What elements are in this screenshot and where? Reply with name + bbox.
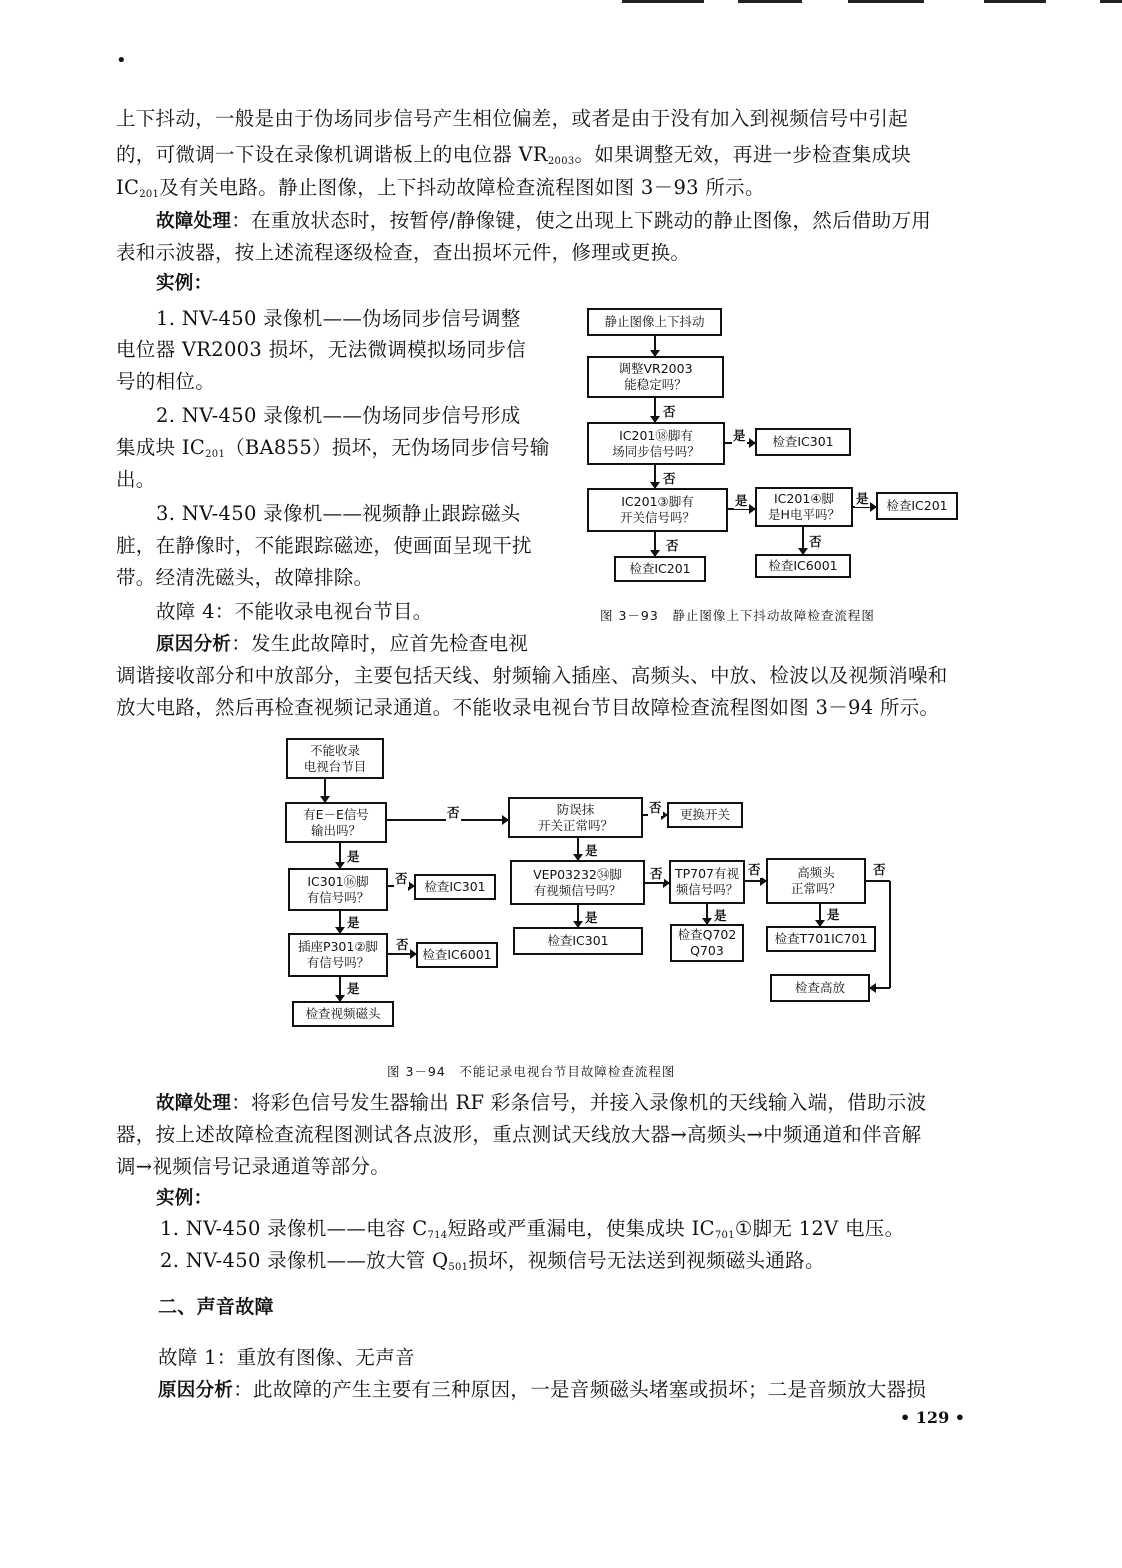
fig94-label-yes-ic301: 是: [347, 915, 360, 930]
example1-line3: 号的相位。: [116, 370, 216, 393]
fig93-check-ic201-bottom-box: 检查IC201: [614, 556, 706, 582]
example2-line3: 出。: [116, 468, 156, 491]
fig94-erase-switch-box: 防误抹 开关正常吗？: [508, 797, 643, 838]
fig93-label-no-2: 否: [663, 471, 676, 486]
example-heading-1: 实例：: [156, 273, 213, 294]
fig94-ic301-pin16-box: IC301⑯脚 有信号吗？: [288, 868, 388, 911]
fig94-check-video-head-box: 检查视频磁头: [292, 1001, 394, 1027]
example1-line2: 电位器 VR2003 损坏，无法微调模拟场同步信: [116, 338, 526, 361]
example2-line2: 集成块 $IC_{201}(BA855)$损坏，无伪场同步信号输: [116, 436, 550, 460]
fig94-label-no-erase: 否: [649, 800, 662, 815]
example4-line: 1. NV-450 录像机——电容 $C_{714}$短路或严重漏电，使集成块 $IC_{701}①$脚无 12V 电压。: [160, 1217, 905, 1241]
fault1-title: 故障 1：重放有图像、无声音: [158, 1346, 415, 1369]
section-heading-audio: 二、声音故障: [158, 1296, 274, 1318]
fig94-check-rf-amp-box: 检查高放: [770, 974, 870, 1002]
cause4-line2: 调谐接收部分和中放部分，主要包括天线、射频输入插座、高频头、中放、检波以及视频消噪和: [116, 664, 948, 687]
page-number: • 129 •: [900, 1408, 965, 1427]
cause4-line1: 原因分析：发生此故障时，应首先检查电视: [156, 632, 529, 655]
fig93-caption: 图 3－93 静止图像上下抖动故障检查流程图: [600, 608, 875, 623]
fig94-label-no-p301: 否: [396, 937, 409, 952]
para1-line3: $IC_{201}$及有关电路。静止图像，上下抖动故障检查流程图如图 3－93 所示。: [116, 176, 765, 200]
fig94-start-box: 不能收录 电视台节目: [286, 738, 384, 779]
fig94-check-t701-box: 检查T701IC701: [766, 926, 876, 952]
fig94-check-ic6001-box: 检查IC6001: [416, 942, 498, 968]
example2-line1: 2. NV-450 录像机——伪场同步信号形成: [156, 404, 521, 427]
fig93-label-yes-3: 是: [856, 491, 869, 506]
fig93-check-ic6001-box: 检查IC6001: [755, 554, 851, 578]
fig94-label-yes-tp: 是: [714, 908, 727, 923]
cause1-line1: 原因分析：此故障的产生主要有三种原因，一是音频磁头堵塞或损坏；二是音频放大器损: [158, 1378, 927, 1401]
fig93-check-ic201-right-box: 检查IC201: [876, 492, 958, 520]
example-heading-2: 实例：: [156, 1188, 213, 1209]
handle4-line1: 故障处理：将彩色信号发生器输出 RF 彩条信号，并接入录像机的天线输入端，借助示波: [156, 1091, 927, 1114]
fig93-ic201-pin3-box: IC201③脚有 开关信号吗？: [587, 488, 728, 532]
fig93-start-box: 静止图像上下抖动: [587, 308, 722, 336]
fig94-label-no-ic301: 否: [395, 871, 408, 886]
example1-line1: 1. NV-450 录像机——伪场同步信号调整: [156, 307, 521, 330]
para1-line1: 上下抖动，一般是由于伪场同步信号产生相位偏差，或者是由于没有加入到视频信号中引起: [116, 107, 909, 130]
fig93-label-yes-2: 是: [735, 493, 748, 508]
cause4-line3: 放大电路，然后再检查视频记录通道。不能收录电视台节目故障检查流程图如图 3－94 所示。: [116, 696, 940, 719]
fig94-label-yes-ee: 是: [347, 849, 360, 864]
example3-line2: 脏，在静像时，不能跟踪磁迹，使画面呈现干扰: [116, 534, 532, 557]
para1-line2: 的，可微调一下设在录像机调谐板上的电位器 $VR_{2003}$。如果调整无效，再进一步检查集成块: [116, 143, 912, 167]
fig94-label-yes-vep: 是: [585, 910, 598, 925]
bullet-mark: •: [116, 50, 127, 71]
fault4-title: 故障 4：不能收录电视台节目。: [156, 600, 433, 623]
fig94-caption: 图 3－94 不能记录电视台节目故障检查流程图: [387, 1064, 676, 1079]
fig93-label-no-3: 否: [666, 538, 679, 553]
fig94-ee-signal-box: 有E－E信号 输出吗？: [285, 802, 387, 843]
fig94-label-no-vep: 否: [650, 866, 663, 881]
fig93-adjust-vr-box: 调整VR2003 能稳定吗？: [587, 356, 724, 398]
fig93-label-yes-1: 是: [733, 428, 746, 443]
fig94-replace-switch-box: 更换开关: [667, 802, 743, 828]
fig93-label-no-1: 否: [663, 404, 676, 419]
fig94-label-no-ee: 否: [447, 805, 460, 820]
fig93-ic201-pin18-box: IC201⑱脚有 场同步信号吗？: [587, 422, 725, 465]
fig93-label-no-4: 否: [809, 534, 822, 549]
fig94-socket-p301-box: 插座P301②脚 有信号吗？: [288, 933, 388, 977]
handle4-line2: 器，按上述故障检查流程图测试各点波形，重点测试天线放大器→高频头→中频通道和伴音解: [116, 1123, 922, 1146]
fig93-ic201-pin4-box: IC201④脚 是H电平吗？: [755, 487, 853, 527]
fig94-vep-pin34-box: VEP03232㉞脚 有视频信号吗？: [510, 860, 645, 905]
fig94-label-yes-tuner: 是: [827, 907, 840, 922]
fig94-tp707-box: TP707有视 频信号吗？: [669, 860, 745, 904]
fig94-label-yes-erase: 是: [585, 843, 598, 858]
fig94-label-yes-p301: 是: [347, 981, 360, 996]
fig94-label-no-tp: 否: [748, 862, 761, 877]
fig94-check-q702-box: 检查Q702 Q703: [670, 924, 744, 962]
fig94-label-no-tuner: 否: [873, 862, 886, 877]
example3-line1: 3. NV-450 录像机——视频静止跟踪磁头: [156, 502, 521, 525]
para2-line2: 表和示波器，按上述流程逐级检查，查出损坏元件，修理或更换。: [116, 241, 691, 264]
example3-line3: 带。经清洗磁头，故障排除。: [116, 566, 374, 589]
fig93-check-ic301-box: 检查IC301: [755, 428, 851, 456]
fig94-check-ic301-bottom-box: 检查IC301: [513, 927, 643, 955]
para2-line1: 故障处理：在重放状态时，按暂停/静像键，使之出现上下跳动的静止图像，然后借助万用: [156, 209, 932, 232]
handle4-line3: 调→视频信号记录通道等部分。: [116, 1155, 391, 1178]
fig94-tuner-box: 高频头 正常吗？: [766, 858, 866, 904]
example5-line: 2. NV-450 录像机——放大管 $Q_{501}$损坏，视频信号无法送到视频磁头通路。: [160, 1249, 825, 1273]
fig94-check-ic301-top-box: 检查IC301: [414, 874, 496, 900]
